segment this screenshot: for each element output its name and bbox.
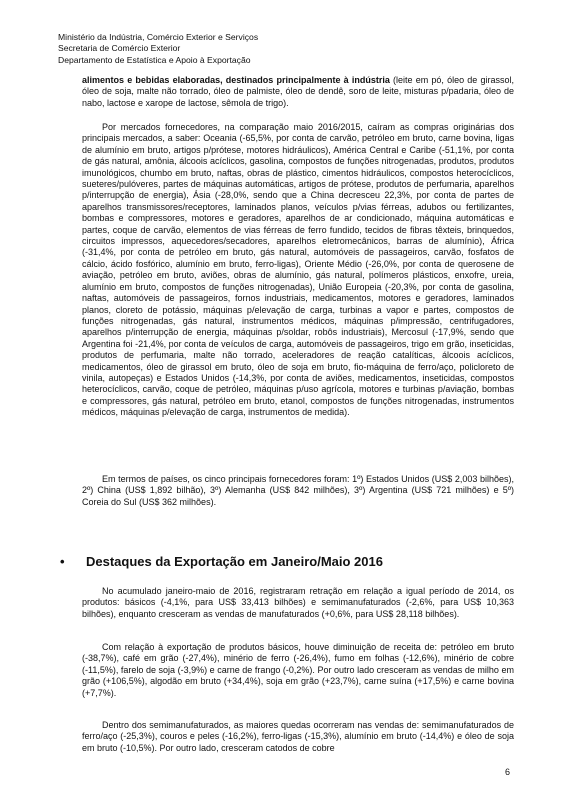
section-heading: [60, 554, 520, 569]
paragraph-text: Com relação à exportação de produtos básicos, houve diminuição de receita de: petróleo em bruto (-38,7%), café em grão (-27,4%), minério de ferro (-26,4%), fumo em folhas (-12,6%), minério de cobre (-11,5%), farelo de soja (-3,9%) e carne de frango (-0,2%). Por outro lado cresceram as vendas de milho em grão (+106,5%), algodão em bruto (+34,4%), soja em grão (+23,7%), carne suína (+17,5%) e carne bovina (+7,7%).: [82, 642, 514, 698]
paragraph-text: (leite em pó, óleo de girassol, óleo de soja, malte não torrado, óleo de palmiste, óleo de dendê, soro de leite, misturas p/padaria, óleo de nabo, lactose e xarope de lactose, sêmola de trigo).: [82, 75, 514, 108]
paragraph-text: Por mercados fornecedores, na comparação maio 2016/2015, caíram as compras originárias dos principais mercados, a saber: Oceania (-65,5%, por conta de carvão, petróleo em bruto, carne bovina, ligas de alumínio em bruto, artigos p/prótese, motores hidráulicos), América Central e Caribe (-51,1%, por conta de gás natural, amônia, álcoois acíclicos, gasolina, compostos de funções nitrogenadas, produtos, produtos imunológicos, chumbo em bruto, naftas, obras de plástico, cimentos hidráulicos, compostos heterocíclicos, sueteres/pulóveres, partes de máquinas automáticas, artigos de prótese, produtos de perfumaria, aparelhos p/interrupção de energia), Ásia (-28,0%, sendo que a China decresceu 22,3%, por conta de partes de aparelhos transmissores/receptores, laminados planos, veículos p/vias férreas, adubos ou fertilizantes, bombas e compressores, motores e geradores, aparelhos de ar condicionado, máquina automáticas e partes, coque de carvão, elementos de vias férreas de ferro fundido, tecidos de fibras têxteis, brinquedos, circuitos impressos, aquecedores/secadores, aparelhos eletromecânicos, barras de alumínio), África (-31,4%, por conta de petróleo em bruto, gás natural, automóveis de passageiros, carvão, fosfatos de cálcio, ácido fosfórico, alumínio em bruto, ferro-ligas), Oriente Médio (-26,0%, por conta de querosene de aviação, petróleo em bruto, aviões, obras de alumínio, gás natural, polímeros plásticos, enxofre, ureia, alumínio em bruto, compostos de funções nitrogenadas), União Europeia (-20,3%, por conta de gasolina, naftas, automóveis de passageiros, fornos industriais, medicamentos, motores e geradores, laminados planos, cloreto de potássio, máquinas p/elevação de carga, turbinas a vapor e partes, compostos de funções nitrogenadas, gás natural, instrumentos médicos, máquinas p/impressão, centrifugadores, aparelhos p/interrupção de energia, máquinas p/soldar, robôs industriais), Mercosul (-17,9%, sendo que Argentina foi -21,4%, por conta de veículos de carga, automóveis de passageiros, trigo em grão, inseticidas, produtos de perfumaria, malte não torrado, aceleradores de reação catalíticas, álcoois acíclicos, medicamentos, óleo de girassol em bruto, óleo de soja em bruto, fio-máquina de ferro/aço, policloreto de vinila, autopeças) e Estados Unidos (-14,3%, por conta de aviões, medicamentos, inseticidas, compostos heterocíclicos, carvão, coque de petróleo, máquinas p/uso agrícola, motores e turbinas p/aviação, bombas e compressores, gás natural, petróleo em bruto, etanol, compostos de funções nitrogenadas, instrumentos médicos, máquinas p/elevação de carga, instrumentos de medida).: [82, 122, 514, 418]
section-heading-text: Destaques da Exportação em Janeiro/Maio 2016: [86, 554, 383, 569]
page-number: 6: [504, 767, 510, 777]
paragraph-text: Em termos de países, os cinco principais fornecedores foram: 1º) Estados Unidos (US$ 2,003 bilhões), 2º) China (US$ 1,892 bilhão), 3º) Alemanha (US$ 842 milhões), 3º) Argentina (US$ 721 milhões) e 5º) Coreia do Sul (US$ 362 milhões).: [82, 474, 514, 507]
page-header: [58, 32, 518, 66]
paragraph-text: Dentro dos semimanufaturados, as maiores quedas ocorreram nas vendas de: semimanufaturados de ferro/aço (-25,3%), couros e peles (-16,2%), ferro-ligas (-15,3%), alumínio em bruto (-14,4%) e óleo de soja em bruto (-10,5%). Por outro lado, cresceram catodos de cobre: [82, 720, 514, 753]
paragraph-semimanufactured: [82, 720, 514, 754]
bold-phrase: alimentos e bebidas elaboradas, destinados principalmente à indústria: [82, 75, 390, 85]
paragraph-top-suppliers: [82, 474, 514, 508]
paragraph-suppliers-markets: [82, 122, 514, 419]
paragraph-export-accumulated: [82, 586, 514, 620]
header-department: Departamento de Estatística e Apoio à Exportação: [58, 54, 251, 65]
bullet-icon: •: [60, 554, 65, 569]
paragraph-imports-categories: [82, 75, 514, 109]
header-secretariat: Secretaria de Comércio Exterior: [58, 43, 181, 54]
header-ministry: Ministério da Indústria, Comércio Exterior e Serviços: [58, 32, 259, 42]
paragraph-basic-products: [82, 642, 514, 699]
paragraph-text: No acumulado janeiro-maio de 2016, registraram retração em relação a igual período de 2014, os produtos: básicos (-4,1%, para US$ 33,413 bilhões) e semimanufaturados (-2,6%, para US$ 10,363 bilhões), enquanto cresceram as vendas de manufaturados (+0,6%, para US$ 28,118 bilhões).: [82, 586, 514, 619]
